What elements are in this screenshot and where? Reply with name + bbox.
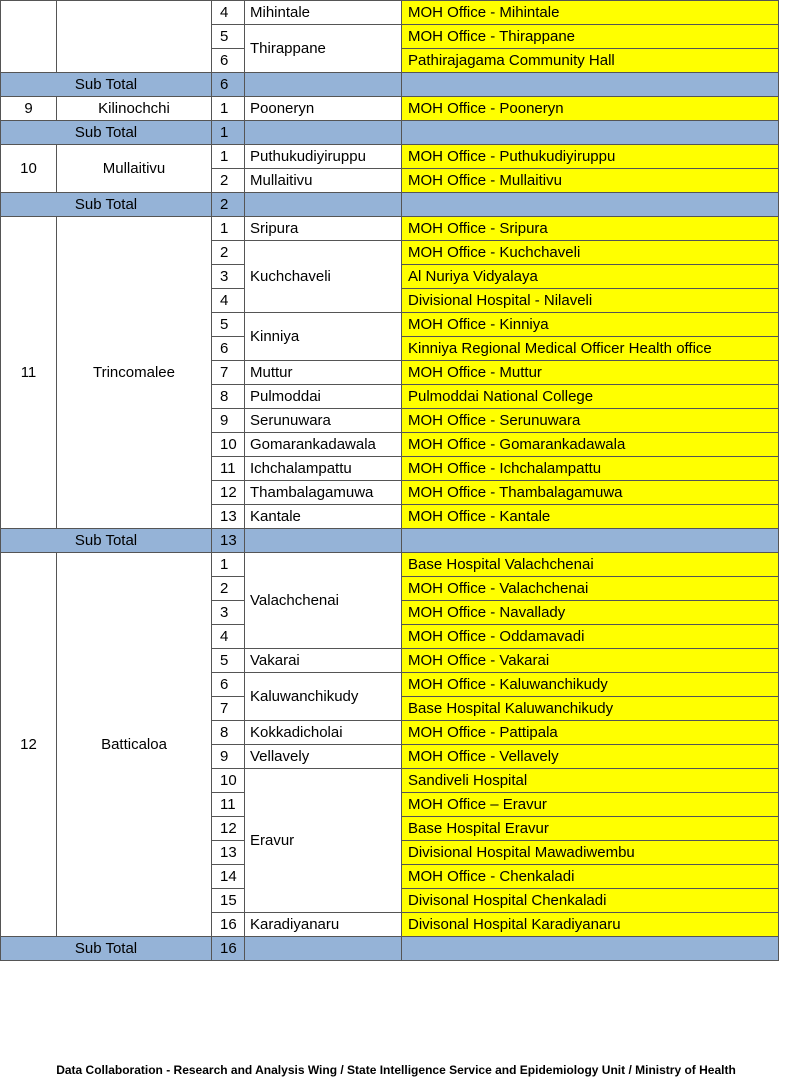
moh-area: Eravur — [245, 769, 402, 913]
center-index: 2 — [212, 577, 245, 601]
vaccination-center: MOH Office - Muttur — [402, 361, 779, 385]
center-index: 6 — [212, 337, 245, 361]
vaccination-center: Pulmoddai National College — [402, 385, 779, 409]
subtotal-label: Sub Total — [1, 73, 212, 97]
moh-area: Sripura — [245, 217, 402, 241]
vaccination-center: Divisonal Hospital Karadiyanaru — [402, 913, 779, 937]
vaccination-center: MOH Office - Oddamavadi — [402, 625, 779, 649]
moh-area: Thirappane — [245, 25, 402, 73]
district-name: Batticaloa — [57, 553, 212, 937]
moh-area: Serunuwara — [245, 409, 402, 433]
vaccination-center: MOH Office - Kinniya — [402, 313, 779, 337]
table-row — [1, 97, 779, 121]
center-index: 5 — [212, 649, 245, 673]
vaccination-center: MOH Office - Valachchenai — [402, 577, 779, 601]
row-number: 11 — [1, 217, 57, 529]
vaccination-center: MOH Office - Pooneryn — [402, 97, 779, 121]
subtotal-row — [1, 193, 779, 217]
center-index: 12 — [212, 817, 245, 841]
subtotal-value: 6 — [212, 73, 245, 97]
vaccination-center: Kinniya Regional Medical Officer Health office — [402, 337, 779, 361]
moh-area: Pooneryn — [245, 97, 402, 121]
vaccination-center: MOH Office - Mullaitivu — [402, 169, 779, 193]
vaccination-center: MOH Office - Mihintale — [402, 1, 779, 25]
table-row — [1, 553, 779, 577]
moh-area: Muttur — [245, 361, 402, 385]
center-index: 1 — [212, 553, 245, 577]
subtotal-row — [1, 73, 779, 97]
moh-area: Kokkadicholai — [245, 721, 402, 745]
vaccination-center: Divisional Hospital - Nilaveli — [402, 289, 779, 313]
vaccination-center: MOH Office - Sripura — [402, 217, 779, 241]
center-index: 4 — [212, 289, 245, 313]
vaccination-center: Base Hospital Eravur — [402, 817, 779, 841]
center-index: 3 — [212, 601, 245, 625]
center-index: 10 — [212, 433, 245, 457]
vaccination-center: MOH Office – Eravur — [402, 793, 779, 817]
center-index: 13 — [212, 505, 245, 529]
center-index: 9 — [212, 745, 245, 769]
table-row — [1, 1, 779, 25]
subtotal-value: 13 — [212, 529, 245, 553]
moh-area: Karadiyanaru — [245, 913, 402, 937]
center-index: 11 — [212, 793, 245, 817]
moh-area: Kaluwanchikudy — [245, 673, 402, 721]
center-index: 5 — [212, 313, 245, 337]
center-index: 6 — [212, 49, 245, 73]
center-index: 9 — [212, 409, 245, 433]
vaccination-center: MOH Office - Kantale — [402, 505, 779, 529]
vaccination-center: MOH Office - Thirappane — [402, 25, 779, 49]
center-index: 1 — [212, 97, 245, 121]
vaccination-center: MOH Office - Thambalagamuwa — [402, 481, 779, 505]
moh-area: Valachchenai — [245, 553, 402, 649]
moh-area: Gomarankadawala — [245, 433, 402, 457]
center-index: 2 — [212, 241, 245, 265]
row-number: 9 — [1, 97, 57, 121]
center-index: 4 — [212, 1, 245, 25]
vaccination-center: MOH Office - Puthukudiyiruppu — [402, 145, 779, 169]
subtotal-value: 2 — [212, 193, 245, 217]
row-number: 10 — [1, 145, 57, 193]
subtotal-row — [1, 937, 779, 961]
center-index: 13 — [212, 841, 245, 865]
subtotal-value: 16 — [212, 937, 245, 961]
vaccination-center: MOH Office - Vakarai — [402, 649, 779, 673]
row-number: 12 — [1, 553, 57, 937]
vaccination-center: MOH Office - Kaluwanchikudy — [402, 673, 779, 697]
center-index: 11 — [212, 457, 245, 481]
moh-area: Kantale — [245, 505, 402, 529]
vaccination-center: Sandiveli Hospital — [402, 769, 779, 793]
footer-credit: Data Collaboration - Research and Analysis Wing / State Intelligence Service and Epidemiology Unit / Ministry of Health — [56, 1063, 736, 1077]
center-index: 10 — [212, 769, 245, 793]
center-index: 15 — [212, 889, 245, 913]
subtotal-row — [1, 529, 779, 553]
moh-area: Vakarai — [245, 649, 402, 673]
vaccination-center: MOH Office - Pattipala — [402, 721, 779, 745]
district-name: Trincomalee — [57, 217, 212, 529]
row-number — [1, 1, 57, 73]
vaccination-center: Pathirajagama Community Hall — [402, 49, 779, 73]
subtotal-label: Sub Total — [1, 937, 212, 961]
center-index: 8 — [212, 721, 245, 745]
vaccination-center: MOH Office - Navallady — [402, 601, 779, 625]
table-row — [1, 217, 779, 241]
center-index: 12 — [212, 481, 245, 505]
moh-area: Pulmoddai — [245, 385, 402, 409]
vaccination-center: Base Hospital Valachchenai — [402, 553, 779, 577]
moh-area: Thambalagamuwa — [245, 481, 402, 505]
vaccination-center: MOH Office - Kuchchaveli — [402, 241, 779, 265]
table-row — [1, 145, 779, 169]
moh-area: Kinniya — [245, 313, 402, 361]
center-index: 6 — [212, 673, 245, 697]
center-index: 8 — [212, 385, 245, 409]
center-index: 14 — [212, 865, 245, 889]
moh-area: Puthukudiyiruppu — [245, 145, 402, 169]
moh-area: Ichchalampattu — [245, 457, 402, 481]
vaccination-center: MOH Office - Chenkaladi — [402, 865, 779, 889]
vaccination-center: MOH Office - Serunuwara — [402, 409, 779, 433]
vaccination-center: Divisional Hospital Mawadiwembu — [402, 841, 779, 865]
center-index: 2 — [212, 169, 245, 193]
center-index: 1 — [212, 217, 245, 241]
district-name: Kilinochchi — [57, 97, 212, 121]
vaccination-center: Al Nuriya Vidyalaya — [402, 265, 779, 289]
vaccination-center: Divisonal Hospital Chenkaladi — [402, 889, 779, 913]
moh-area: Mihintale — [245, 1, 402, 25]
vaccination-center: Base Hospital Kaluwanchikudy — [402, 697, 779, 721]
center-index: 16 — [212, 913, 245, 937]
center-index: 5 — [212, 25, 245, 49]
vaccination-center: MOH Office - Vellavely — [402, 745, 779, 769]
subtotal-label: Sub Total — [1, 529, 212, 553]
center-index: 7 — [212, 697, 245, 721]
moh-area: Vellavely — [245, 745, 402, 769]
moh-area: Kuchchaveli — [245, 241, 402, 313]
center-index: 4 — [212, 625, 245, 649]
subtotal-label: Sub Total — [1, 121, 212, 145]
moh-area: Mullaitivu — [245, 169, 402, 193]
vaccination-center: MOH Office - Gomarankadawala — [402, 433, 779, 457]
center-index: 7 — [212, 361, 245, 385]
subtotal-value: 1 — [212, 121, 245, 145]
district-name — [57, 1, 212, 73]
center-index: 3 — [212, 265, 245, 289]
subtotal-label: Sub Total — [1, 193, 212, 217]
center-index: 1 — [212, 145, 245, 169]
district-name: Mullaitivu — [57, 145, 212, 193]
vaccination-center: MOH Office - Ichchalampattu — [402, 457, 779, 481]
subtotal-row — [1, 121, 779, 145]
